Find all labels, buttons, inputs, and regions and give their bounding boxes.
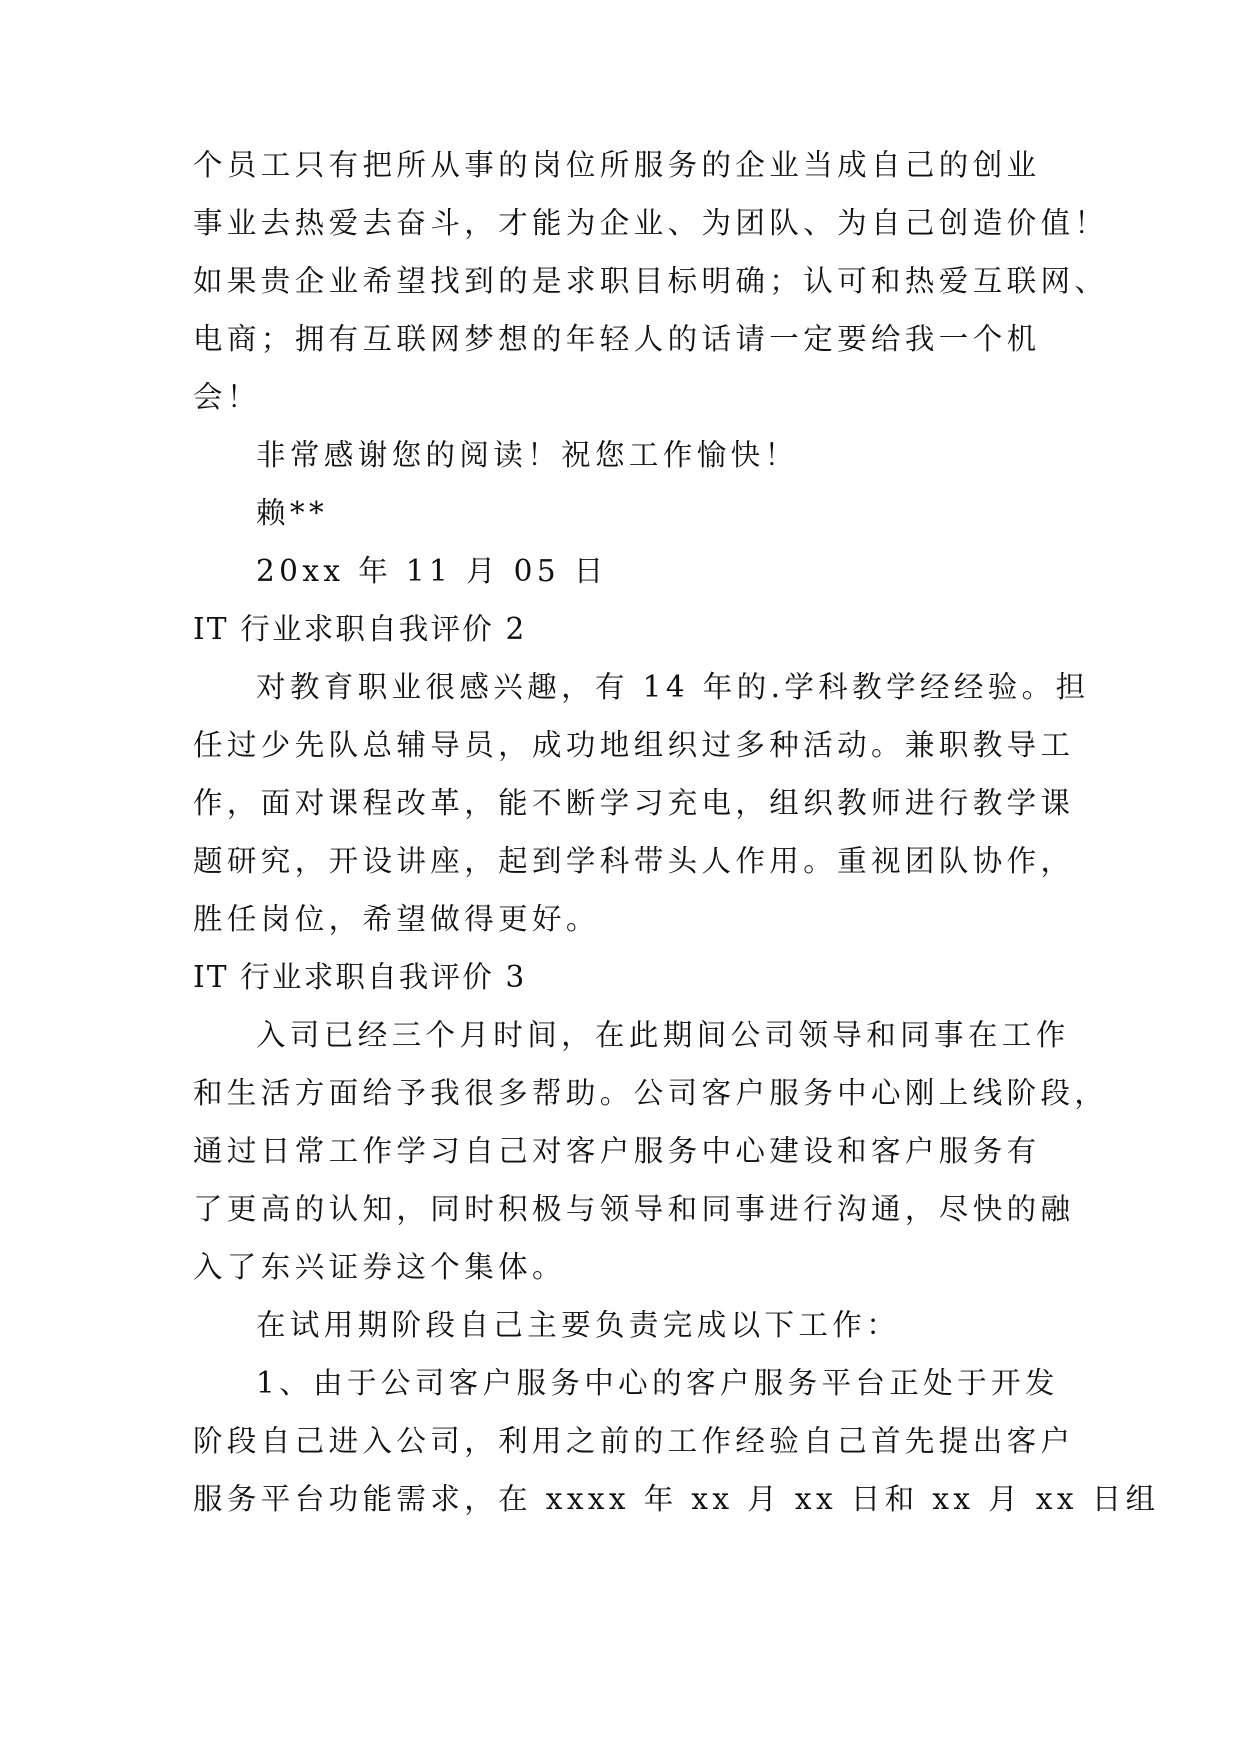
paragraph-line: 入了东兴证券这个集体。: [193, 1250, 566, 1284]
paragraph-line: 题研究，开设讲座，起到学科带头人作用。重视团队协作，: [193, 844, 1075, 878]
paragraph-line: 任过少先队总辅导员，成功地组织过多种活动。兼职教导工: [193, 728, 1075, 762]
paragraph-line: 事业去热爱去奋斗，才能为企业、为团队、为自己创造价值！: [193, 206, 1109, 240]
list-item-line: 阶段自己进入公司，利用之前的工作经验自己首先提出客户: [193, 1424, 1075, 1458]
paragraph-line: 和生活方面给予我很多帮助。公司客户服务中心刚上线阶段，: [193, 1076, 1109, 1110]
paragraph-line: 通过日常工作学习自己对客户服务中心建设和客户服务有: [193, 1134, 1041, 1168]
list-item-line: 1、由于公司客户服务中心的客户服务平台正处于开发: [256, 1366, 1059, 1400]
closing-thanks: 非常感谢您的阅读！祝您工作愉快！: [256, 438, 799, 472]
paragraph-line: 作，面对课程改革，能不断学习充电，组织教师进行教学课: [193, 786, 1075, 820]
paragraph-line: 电商；拥有互联网梦想的年轻人的话请一定要给我一个机: [193, 322, 1041, 356]
letter-date: 20xx 年 11 月 05 日: [256, 554, 608, 588]
paragraph-line: 个员工只有把所从事的岗位所服务的企业当成自己的创业: [193, 148, 1041, 182]
section-heading: IT 行业求职自我评价 2: [193, 612, 527, 646]
list-item-line: 服务平台功能需求，在 xxxx 年 xx 月 xx 日和 xx 月 xx 日组: [193, 1482, 1160, 1516]
paragraph-line: 如果贵企业希望找到的是求职目标明确；认可和热爱互联网、: [193, 264, 1109, 298]
paragraph-line: 在试用期阶段自己主要负责完成以下工作：: [256, 1308, 901, 1342]
section-heading: IT 行业求职自我评价 3: [193, 960, 527, 994]
paragraph-line: 会！: [193, 380, 261, 414]
paragraph-line: 胜任岗位，希望做得更好。: [193, 902, 600, 936]
paragraph-line: 入司已经三个月时间，在此期间公司领导和同事在工作: [256, 1018, 1070, 1052]
paragraph-line: 了更高的认知，同时积极与领导和同事进行沟通，尽快的融: [193, 1192, 1075, 1226]
signature: 赖**: [256, 496, 329, 530]
paragraph-line: 对教育职业很感兴趣，有 14 年的.学科教学经经验。担: [256, 670, 1090, 704]
